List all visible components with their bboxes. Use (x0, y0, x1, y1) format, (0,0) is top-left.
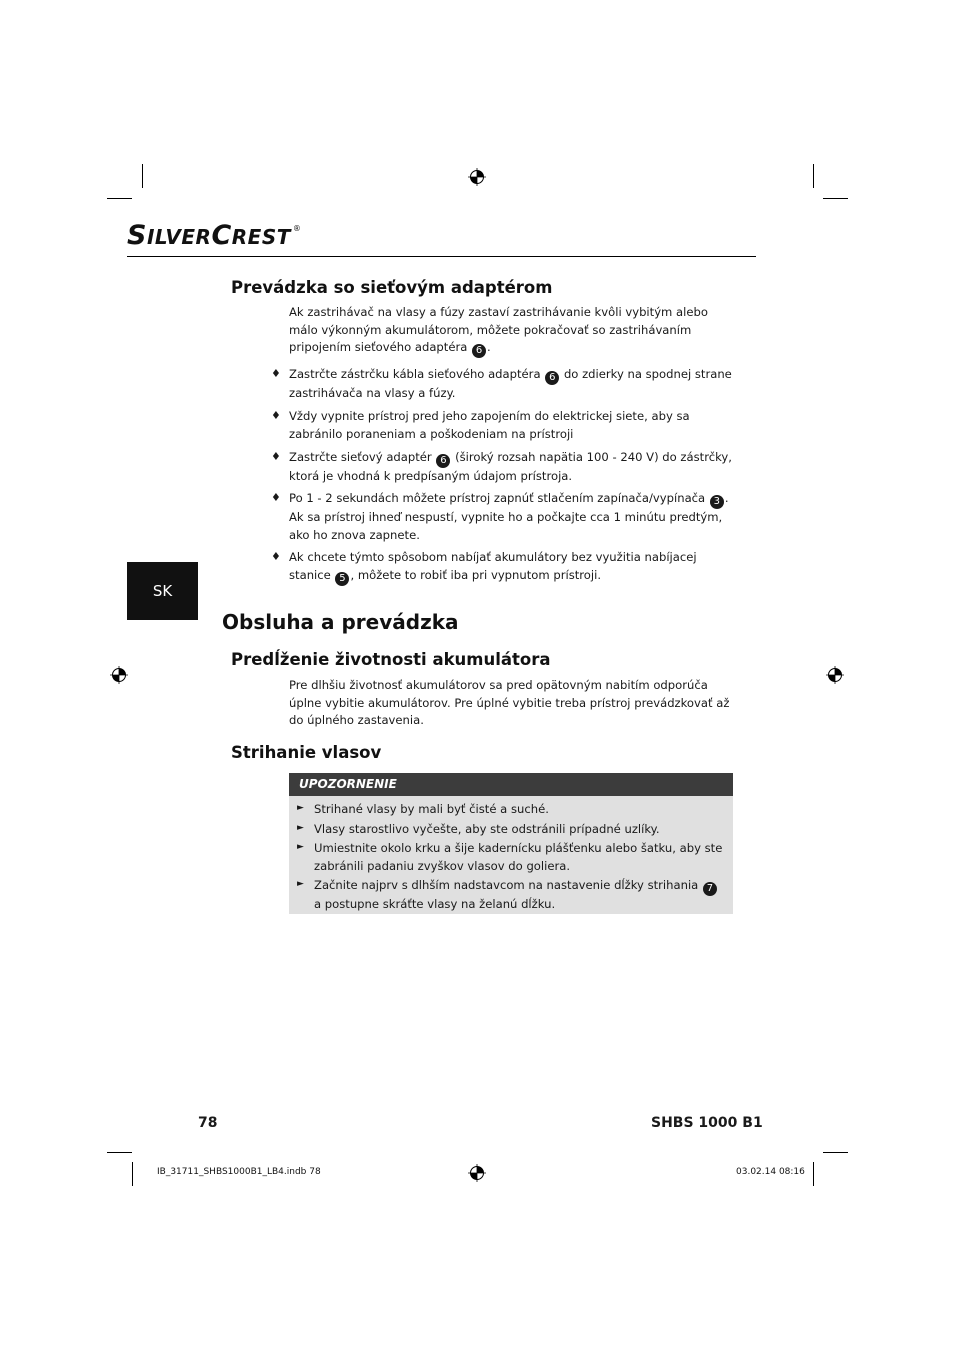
registration-mark-icon (826, 666, 844, 684)
list-item: Po 1 - 2 sekundách môžete prístroj zapnúť stlačením zapínača/vypínača 3 . Ak sa prístroj ihneď nespustí, vypnite ho a počkajte cca 1 minútu predtým, ako ho znova zapnete. (289, 491, 729, 542)
crop-mark (132, 1162, 133, 1186)
list-item: Vždy vypnite prístroj pred jeho zapojením do elektrickej siete, aby sa zabránilo poraneniam a poškodeniam na prístroji (289, 409, 690, 441)
crop-mark (813, 1162, 814, 1186)
crop-mark (142, 164, 143, 188)
page-number: 78 (198, 1115, 218, 1131)
arrow-icon: ► (297, 879, 304, 889)
registration-mark-icon (468, 168, 486, 186)
ref-number: 3 (710, 495, 724, 509)
list-item: Ak chcete týmto spôsobom nabíjať akumulátory bez využitia nabíjacej stanice 5 , môžete to robiť iba pri vypnutom prístroji. (289, 550, 697, 584)
chapter-title: Obsluha a prevádzka (222, 610, 459, 634)
silvercrest-logo: SILVERCREST ® (127, 220, 302, 251)
section-title-hair-cutting: Strihanie vlasov (231, 743, 382, 762)
language-tab: SK (127, 562, 198, 620)
ref-number: 5 (335, 572, 349, 586)
arrow-icon: ► (297, 803, 304, 813)
crop-mark (813, 164, 814, 188)
bullet-icon: ♦ (271, 550, 281, 563)
header-rule (127, 256, 756, 257)
warning-header: UPOZORNENIE (289, 773, 733, 796)
slug-date: 03.02.14 08:16 (736, 1167, 805, 1177)
bullet-icon: ♦ (271, 491, 281, 504)
crop-mark (107, 1152, 132, 1153)
list-item: Zastrčte sieťový adaptér 6 (široký rozsah napätia 100 - 240 V) do zástrčky, ktorá je vhodná k predpísaným údajom prístroja. (289, 450, 732, 483)
ref-number: 6 (472, 344, 486, 358)
arrow-icon: ► (297, 842, 304, 852)
model-name: SHBS 1000 B1 (651, 1115, 763, 1131)
registration-mark-icon (468, 1164, 486, 1182)
bullet-icon: ♦ (271, 450, 281, 463)
arrow-icon: ► (297, 823, 304, 833)
ref-number: 6 (545, 371, 559, 385)
warning-item: Strihané vlasy by mali byť čisté a suché. (314, 802, 549, 816)
bullet-icon: ♦ (271, 409, 281, 422)
registration-mark-icon (110, 666, 128, 684)
section-title-mains-adapter: Prevádzka so sieťovým adaptérom (231, 278, 553, 297)
section-text: Pre dlhšiu životnosť akumulátorov sa pred opätovným nabitím odporúča úplne vybitie akumulátorov. Pre úplné vybitie treba prístroj prevádzkovať až do úplného zastavenia. (289, 678, 730, 727)
crop-mark (823, 198, 848, 199)
bullet-icon: ♦ (271, 367, 281, 380)
warning-item: Vlasy starostlivo vyčešte, aby ste odstránili prípadné uzlíky. (314, 822, 660, 836)
section-intro: Ak zastrihávač na vlasy a fúzy zastaví zastrihávanie kvôli vybitým alebo málo výkonným akumulátorom, môžete pokračovať so zastrihávaním pripojením sieťového adaptéra 6 . (289, 305, 708, 356)
ref-number: 6 (436, 454, 450, 468)
slug-file: IB_31711_SHBS1000B1_LB4.indb 78 (157, 1167, 321, 1177)
list-item: Zastrčte zástrčku kábla sieťového adaptéra 6 do zdierky na spodnej strane zastrihávača na vlasy a fúzy. (289, 367, 732, 400)
crop-mark (823, 1152, 848, 1153)
section-title-battery-life: Predĺženie životnosti akumulátora (231, 650, 551, 669)
crop-mark (107, 198, 132, 199)
ref-number: 7 (703, 882, 717, 896)
warning-item: Umiestnite okolo krku a šije kadernícku plášťenku alebo šatku, aby ste zabránili padaniu zvyškov vlasov do goliera. (314, 841, 723, 873)
warning-item: Začnite najprv s dlhším nadstavcom na nastavenie dĺžky strihania 7 a postupne skráťte vlasy na želanú dĺžku. (314, 877, 724, 914)
